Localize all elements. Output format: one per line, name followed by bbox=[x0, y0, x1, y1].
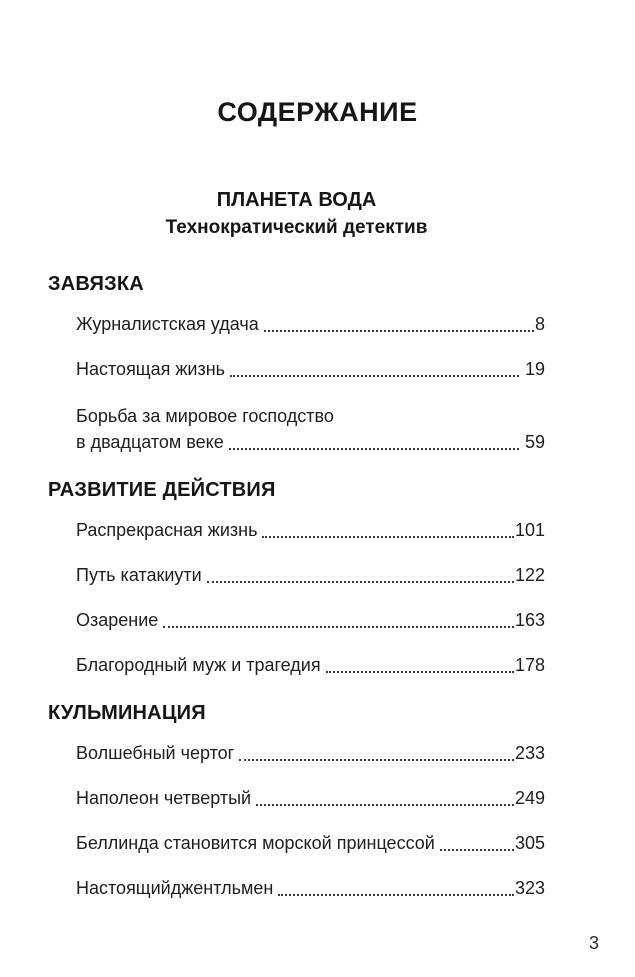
entry-page-number: 233 bbox=[514, 743, 545, 763]
toc-entry bbox=[48, 357, 545, 381]
entry-page-number: 122 bbox=[514, 565, 545, 585]
dot-leader bbox=[256, 804, 514, 806]
dot-leader bbox=[278, 894, 514, 896]
entry-title: Беллинда становится морской принцессой bbox=[76, 833, 435, 853]
dot-leader bbox=[326, 671, 514, 673]
entry-title: Благородный муж и трагедия bbox=[76, 655, 321, 675]
section-heading-razvitie: РАЗВИТИЕ ДЕЙСТВИЯ bbox=[48, 479, 276, 501]
section-heading-zavyazka: ЗАВЯЗКА bbox=[48, 273, 144, 295]
entry-title: Наполеон четвертый bbox=[76, 788, 252, 808]
page-title: СОДЕРЖАНИЕ bbox=[217, 97, 418, 127]
entry-title-line2: в двадцатом веке bbox=[76, 432, 224, 452]
dot-leader bbox=[230, 375, 519, 377]
toc-entry bbox=[48, 608, 545, 632]
entry-title: Журналистская удача bbox=[76, 314, 259, 334]
entry-page-number: 59 bbox=[519, 432, 545, 452]
dot-leader bbox=[163, 626, 514, 628]
entry-title-line1: Борьба за мировое господство bbox=[76, 406, 334, 426]
entry-title: Озарение bbox=[76, 610, 159, 630]
book-subtitle: Технократический детектив bbox=[165, 217, 428, 238]
entry-title: Настоящийджентльмен bbox=[76, 878, 274, 898]
entry-page-number: 101 bbox=[514, 520, 545, 540]
toc-content bbox=[0, 188, 635, 900]
toc-entry bbox=[48, 563, 545, 587]
dot-leader bbox=[229, 448, 519, 450]
footer-page-number: 3 bbox=[588, 933, 599, 953]
entry-title: Путь катакиути bbox=[76, 565, 202, 585]
entry-page-number: 305 bbox=[514, 833, 545, 853]
section-heading-kulminaciya: КУЛЬМИНАЦИЯ bbox=[48, 702, 206, 724]
book-title: ПЛАНЕТА ВОДА bbox=[216, 189, 377, 211]
entry-title: Настоящая жизнь bbox=[76, 359, 226, 379]
entry-page-number: 19 bbox=[519, 359, 545, 379]
toc-entry bbox=[48, 653, 545, 677]
toc-entry bbox=[48, 402, 545, 454]
dot-leader bbox=[207, 581, 514, 583]
toc-entry bbox=[48, 518, 545, 542]
dot-leader bbox=[264, 330, 534, 332]
toc-entry bbox=[48, 312, 545, 336]
toc-entry bbox=[48, 741, 545, 765]
entry-page-number: 163 bbox=[514, 610, 545, 630]
dot-leader bbox=[262, 536, 514, 538]
toc-entry bbox=[48, 831, 545, 855]
dot-leader bbox=[239, 759, 514, 761]
entry-page-number: 8 bbox=[534, 314, 545, 334]
dot-leader bbox=[440, 849, 514, 851]
entry-page-number: 323 bbox=[514, 878, 545, 898]
entry-page-number: 178 bbox=[514, 655, 545, 675]
toc-entry bbox=[48, 786, 545, 810]
entry-title: Волшебный чертог bbox=[76, 743, 235, 763]
toc-entry bbox=[48, 876, 545, 900]
entry-page-number: 249 bbox=[514, 788, 545, 808]
entry-title: Распрекрасная жизнь bbox=[76, 520, 258, 540]
